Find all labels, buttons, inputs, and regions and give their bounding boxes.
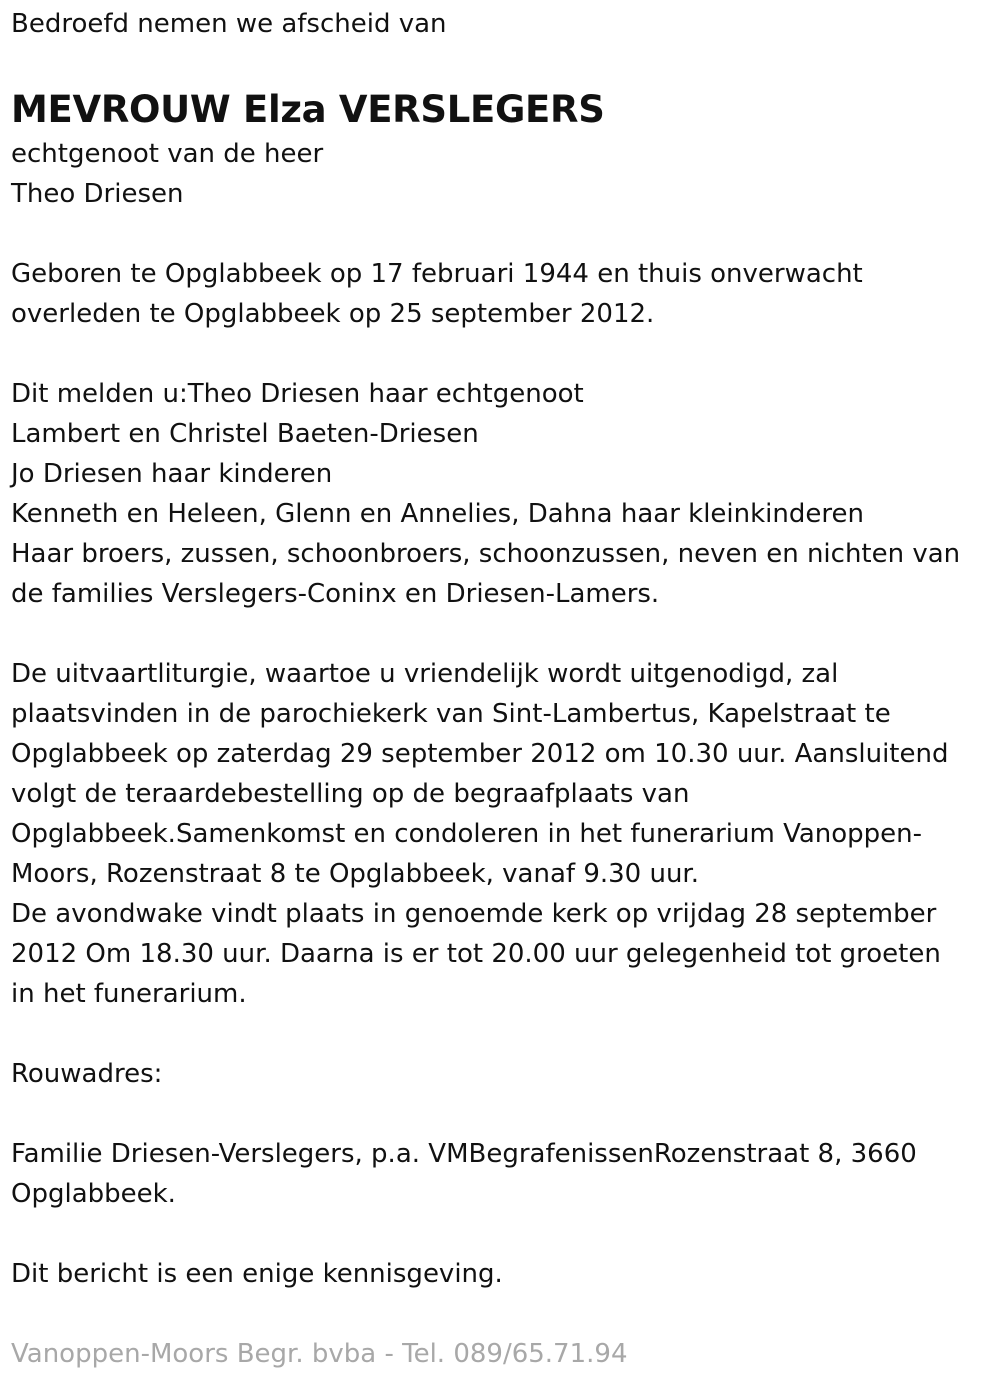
intro-line: Bedroefd nemen we afscheid van <box>11 9 447 39</box>
closing-line: Dit bericht is een enige kennisgeving. <box>11 1259 503 1289</box>
spacer <box>11 44 991 84</box>
spouse-line: echtgenoot van de heer <box>11 139 324 169</box>
paragraph-line: Opglabbeek op zaterdag 29 september 2012 om 10.30 uur. Aansluitend <box>11 739 949 769</box>
paragraph-line: Jo Driesen haar kinderen <box>11 459 333 489</box>
spacer <box>11 1214 991 1254</box>
paragraph-line: overleden te Opglabbeek op 25 september 2012. <box>11 299 655 329</box>
address-label: Rouwadres: <box>11 1059 163 1089</box>
paragraph-line: 2012 Om 18.30 uur. Daarna is er tot 20.00 uur gelegenheid tot groeten <box>11 939 941 969</box>
address-paragraph <box>11 1134 991 1214</box>
spacer <box>11 214 991 254</box>
paragraph-line: Haar broers, zussen, schoonbroers, schoonzussen, neven en nichten van <box>11 539 961 569</box>
spacer <box>11 614 991 654</box>
paragraph-line: De avondwake vindt plaats in genoemde kerk op vrijdag 28 september <box>11 899 937 929</box>
paragraph-line: volgt de teraardebestelling op de begraafplaats van <box>11 779 690 809</box>
birth-death-paragraph <box>11 254 991 334</box>
obituary-notice <box>11 4 991 1294</box>
paragraph-line: in het funerarium. <box>11 979 247 1009</box>
paragraph-line: Lambert en Christel Baeten-Driesen <box>11 419 479 449</box>
paragraph-line: Familie Driesen-Verslegers, p.a. VMBegrafenissenRozenstraat 8, 3660 <box>11 1139 917 1169</box>
paragraph-line: Opglabbeek.Samenkomst en condoleren in het funerarium Vanoppen- <box>11 819 923 849</box>
paragraph-line: Dit melden u:Theo Driesen haar echtgenoot <box>11 379 584 409</box>
paragraph-line: Geboren te Opglabbeek op 17 februari 1944 en thuis onverwacht <box>11 259 863 289</box>
paragraph-line: plaatsvinden in de parochiekerk van Sint-Lambertus, Kapelstraat te <box>11 699 891 729</box>
funeral-home-footer: Vanoppen-Moors Begr. bvba - Tel. 089/65.71.94 <box>11 1339 628 1369</box>
paragraph-line: Opglabbeek. <box>11 1179 176 1209</box>
ceremony-paragraph <box>11 654 991 1014</box>
spacer <box>11 1014 991 1054</box>
spacer <box>11 1094 991 1134</box>
spouse-name: Theo Driesen <box>11 179 184 209</box>
paragraph-line: Moors, Rozenstraat 8 te Opglabbeek, vanaf 9.30 uur. <box>11 859 699 889</box>
spacer <box>11 334 991 374</box>
paragraph-line: de families Verslegers-Coninx en Driesen-Lamers. <box>11 579 660 609</box>
paragraph-line: De uitvaartliturgie, waartoe u vriendelijk wordt uitgenodigd, zal <box>11 659 839 689</box>
family-paragraph <box>11 374 991 614</box>
deceased-name: MEVROUW Elza VERSLEGERS <box>11 88 605 131</box>
paragraph-line: Kenneth en Heleen, Glenn en Annelies, Dahna haar kleinkinderen <box>11 499 864 529</box>
